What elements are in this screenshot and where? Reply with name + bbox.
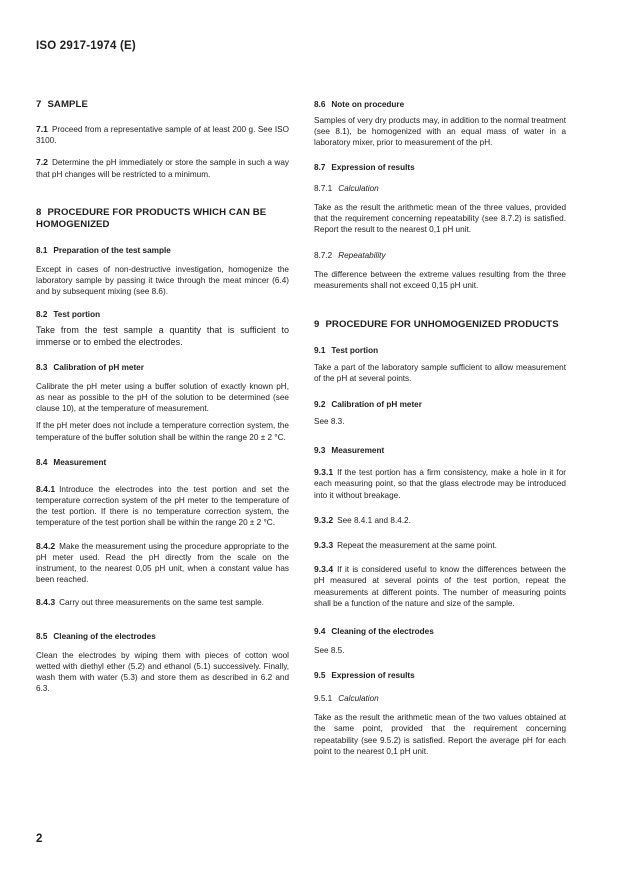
clause-8-7-2-heading: 8.7.2 Repeatability: [314, 251, 386, 261]
clause-8-7-2-text: The difference between the extreme values resulting from the three measurements shall not exceed 0,15 pH unit.: [314, 270, 566, 291]
clause-8-5-text: Clean the electrodes by wiping them with pieces of cotton wool wetted with diethyl ether (5.2) and ethanol (5.1) successively. Finally, wash them with water (5.3) and store them as described in 6.2 and 6.3.: [36, 650, 289, 694]
clause-9-1-text: Take a part of the laboratory sample sufficient to allow measurement of the pH at several points.: [314, 362, 566, 383]
clause-9-4-text: See 8.5.: [314, 646, 345, 656]
clause-8-3-heading: 8.3 Calibration of pH meter: [36, 362, 144, 372]
clause-9-1-heading: 9.1 Test portion: [314, 345, 379, 355]
section-8-heading: 8 PROCEDURE FOR PRODUCTS WHICH CAN BE HOMOGENIZED: [36, 206, 267, 230]
clause-9-3-heading: 9.3 Measurement: [314, 446, 385, 456]
clause-8-3-text-b: If the pH meter does not include a temperature correction system, the temperature of the buffer solution shall be within the range 20 ± 2 °C.: [36, 421, 289, 442]
left-column: [36, 99, 289, 694]
document-header: ISO 2917-1974 (E): [36, 40, 136, 52]
clause-9-3-2: 9.3.2 See 8.4.1 and 8.4.2.: [314, 514, 411, 525]
clause-9-5-1-text: Take as the result the arithmetic mean of the two values obtained at the same point, provided that the requirement concerning repeatability (see 9.5.2) is satisfied. Report the average pH for each point to the nearest 0,1 pH unit.: [314, 713, 566, 756]
clause-8-1-text: Except in cases of non-destructive investigation, homogenize the laboratory sample by passing it twice through the meat mincer (6.4) and by subsequent mixing (see 8.6).: [36, 264, 289, 297]
clause-9-3-4: 9.3.4 If it is considered useful to know the differences between the pH measured at several points of the test portion, repeat the measurements at different points. The number of measuring points shall be a function of the nature and size of the sample.: [314, 564, 566, 608]
clause-9-5-1-heading: 9.5.1 Calculation: [314, 694, 379, 704]
clause-8-7-1-text: Take as the result the arithmetic mean of the three values, provided that the requirement concerning repeatability (see 8.7.2) is satisfied. Report the result to the nearest 0,1 pH unit.: [314, 202, 566, 235]
clause-8-6-heading: 8.6 Note on procedure: [314, 100, 405, 109]
clause-8-6-text: Samples of very dry products may, in addition to the normal treatment (see 8.1), be homogenized with an equal mass of water in a laboratory mixer, prior to measurement of the pH.: [314, 116, 566, 148]
right-column: [314, 99, 566, 757]
clause-8-2-heading: 8.2 Test portion: [36, 310, 101, 320]
clause-8-7-1-heading: 8.7.1 Calculation: [314, 183, 379, 193]
clause-8-7-heading: 8.7 Expression of results: [314, 162, 415, 172]
clause-8-4-2: 8.4.2 Make the measurement using the procedure appropriate to the pH meter used. Read the pH directly from the scale on the instrument, to the nearest 0,05 pH unit, when a constant value has been reached.: [36, 540, 289, 585]
page-number: 2: [36, 833, 43, 845]
clause-8-2-text: Take from the test sample a quantity that is sufficient to immerse or to embed the electrodes.: [36, 325, 289, 347]
clause-8-4-heading: 8.4 Measurement: [36, 457, 107, 467]
clause-9-2-heading: 9.2 Calibration of pH meter: [314, 400, 422, 410]
clause-8-3-text-a: Calibrate the pH meter using a buffer solution of exactly known pH, as near as possible to the pH of the solution to be determined (see clause 10), at the temperature of measurement.: [36, 381, 289, 414]
clause-8-4-1: 8.4.1 Introduce the electrodes into the test portion and set the temperature correction system of the pH meter to the temperature of the test portion. If there is no temperature correction system, the temperature of the test portion shall be within the range 20 ± 2 °C.: [36, 483, 289, 528]
clause-9-3-3: 9.3.3 Repeat the measurement at the same point.: [314, 540, 497, 551]
clause-7-2: 7.2 Determine the pH immediately or store the sample in such a way that pH changes will be restricted to a minimum.: [36, 157, 289, 179]
clause-9-2-text: See 8.3.: [314, 417, 345, 427]
section-9-heading: 9 PROCEDURE FOR UNHOMOGENIZED PRODUCTS: [314, 318, 559, 330]
clause-8-1-heading: 8.1 Preparation of the test sample: [36, 245, 171, 255]
section-7-heading: 7 SAMPLE: [36, 99, 89, 110]
clause-9-5-heading: 9.5 Expression of results: [314, 671, 415, 681]
clause-8-5-heading: 8.5 Cleaning of the electrodes: [36, 631, 156, 641]
clause-9-4-heading: 9.4 Cleaning of the electrodes: [314, 627, 434, 637]
clause-7-1: 7.1 Proceed from a representative sample of at least 200 g. See ISO 3100.: [36, 124, 289, 146]
clause-9-3-1: 9.3.1 If the test portion has a firm consistency, make a hole in it for each measuring point, so that the glass electrode may be introduced into it without breakage.: [314, 467, 566, 500]
clause-8-4-3: 8.4.3 Carry out three measurements on the same test sample.: [36, 597, 264, 608]
